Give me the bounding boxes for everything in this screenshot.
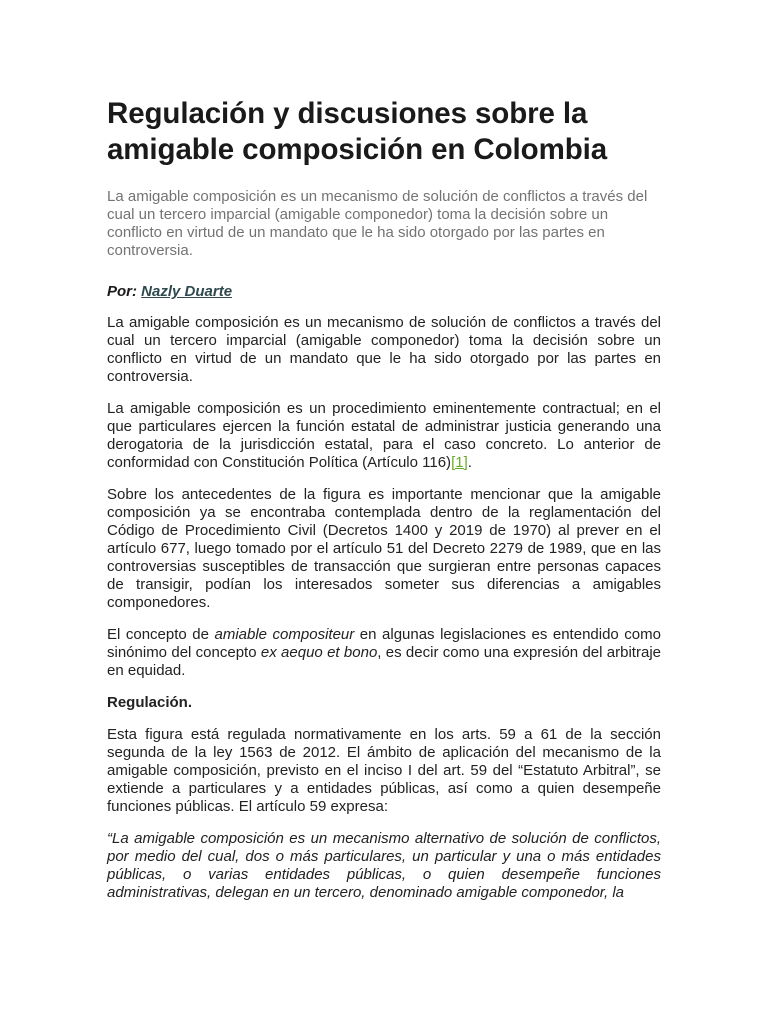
term-ex-aequo-et-bono: ex aequo et bono bbox=[260, 644, 378, 661]
paragraph-2-text: La amigable composición es un procedimiento eminentemente contractual; en el que particulares ejercen la función estatal de administrar justicia generando una derogatoria de la jurisdicción estatal, para el caso concreto. Lo anterior de conformidad con Constitución Política (Artículo 116) bbox=[107, 400, 661, 471]
paragraph-2 bbox=[107, 400, 661, 472]
page-title: Regulación y discusiones sobre la amigable composición en Colombia bbox=[107, 97, 608, 166]
paragraph-4-part-c: , es decir como una expresión del arbitraje en equidad. bbox=[107, 644, 661, 679]
document-page bbox=[107, 96, 661, 902]
paragraph-3: Sobre los antecedentes de la figura es importante mencionar que la amigable composición ya se encontraba contemplada dentro de la reglamentación del Código de Procedimiento Civil (Decretos 1400 y 2019 de 1970) al prever en el artículo 677, luego tomado por el artículo 51 del Decreto 2279 de 1989, que en las controversias susceptibles de transacción que surgieran entre personas capaces de transigir, podían los interesados someter sus diferencias a amigables componedores. bbox=[107, 486, 661, 611]
paragraph-2-end: . bbox=[467, 454, 472, 471]
section-heading-regulacion: Regulación. bbox=[107, 694, 193, 711]
lead-summary: La amigable composición es un mecanismo de solución de conflictos a través del cual un tercero imparcial (amigable componedor) toma la decisión sobre un conflicto en virtud de un mandato que le ha sido otorgado por las partes en controversia. bbox=[107, 188, 648, 259]
byline-prefix: Por: bbox=[107, 283, 137, 300]
term-amiable-compositeur: amiable compositeur bbox=[214, 626, 355, 643]
article-59-quote: “La amigable composición es un mecanismo alternativo de solución de conflictos, por medio del cual, dos o más particulares, un particular y una o más entidades públicas, o varias entidades públicas, o quien desempeñe funciones administrativas, delegan en un tercero, denominado amigable componedor, la bbox=[107, 830, 661, 901]
byline bbox=[107, 283, 661, 301]
paragraph-4-part-b: en algunas legislaciones es entendido como sinónimo del concepto bbox=[107, 626, 661, 661]
footnote-link-1[interactable]: [1] bbox=[451, 454, 468, 471]
paragraph-5: Esta figura está regulada normativamente en los arts. 59 a 61 de la sección segunda de la ley 1563 de 2012. El ámbito de aplicación del mecanismo de la amigable composición, previsto en el inciso I del art. 59 del “Estatuto Arbitral”, se extiende a particulares y a entidades públicas, así como a quien desempeñe funciones públicas. El artículo 59 expresa: bbox=[107, 726, 661, 815]
paragraph-4 bbox=[107, 626, 661, 680]
author-link[interactable]: Nazly Duarte bbox=[141, 283, 233, 300]
paragraph-4-part-a: El concepto de bbox=[107, 626, 215, 643]
paragraph-1: La amigable composición es un mecanismo de solución de conflictos a través del cual un tercero imparcial (amigable componedor) toma la decisión sobre un conflicto en virtud de un mandato que le ha sido otorgado por las partes en controversia. bbox=[107, 314, 661, 385]
